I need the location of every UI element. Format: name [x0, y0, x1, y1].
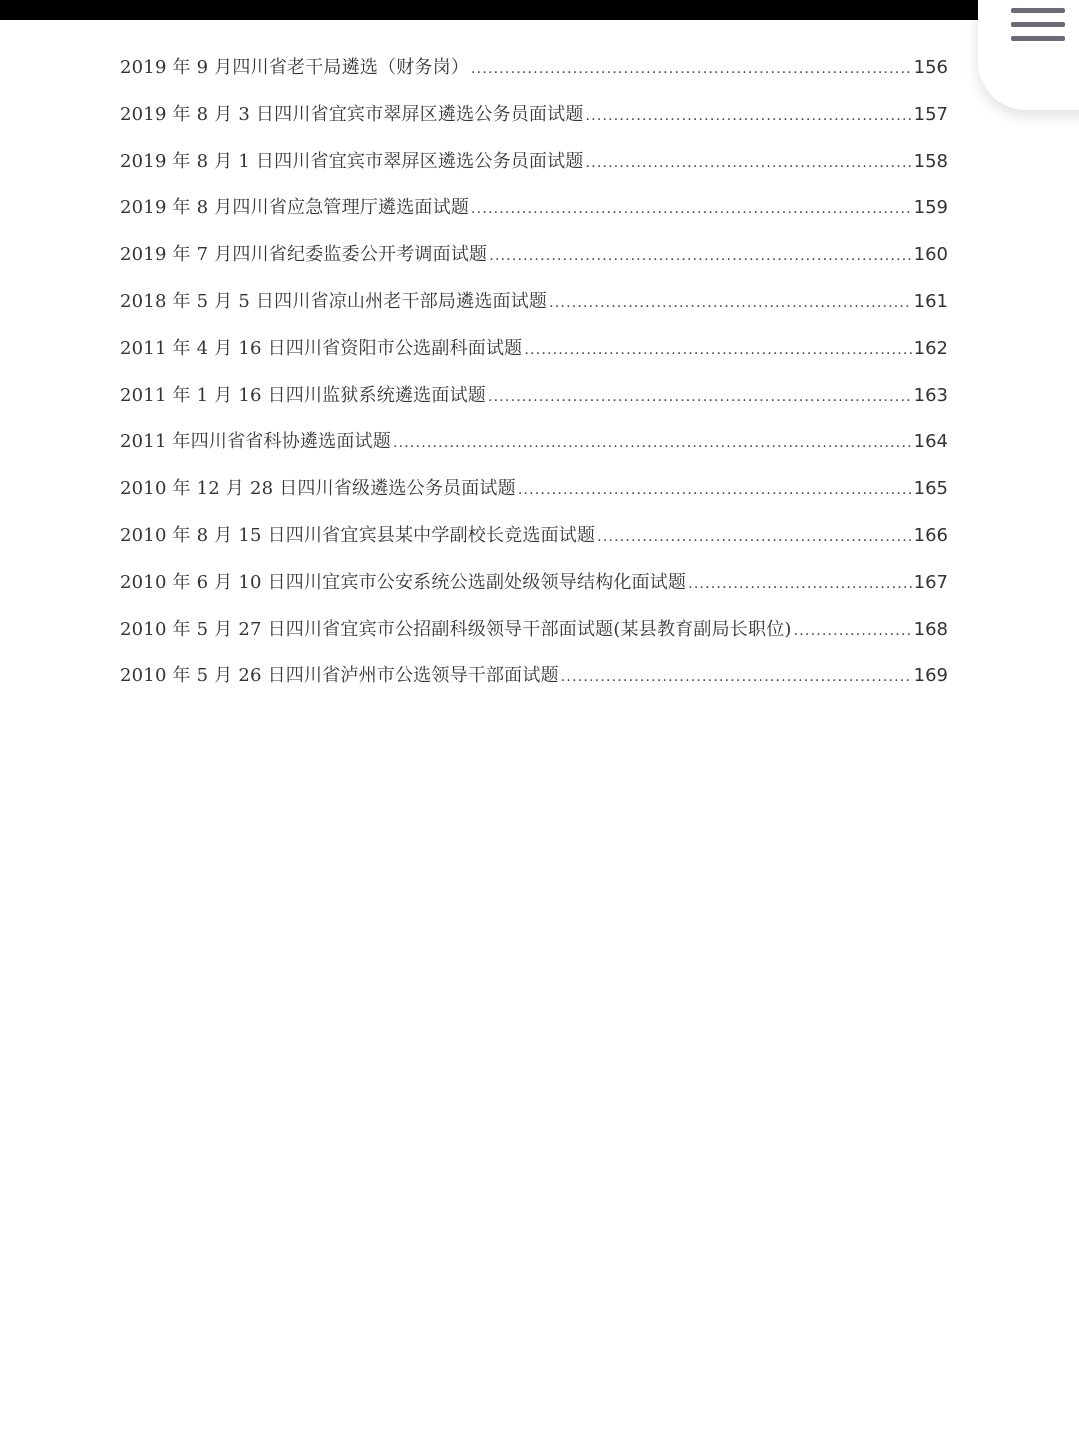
toc-leader-dots	[524, 342, 911, 358]
toc-entry[interactable]	[120, 147, 948, 194]
toc-leader-dots	[489, 248, 911, 264]
toc-entry-title: 2011 年 1 月 16 日四川监狱系统遴选面试题	[120, 384, 486, 406]
toc-leader-dots	[561, 669, 912, 685]
toc-leader-dots	[488, 389, 912, 405]
toc-leader-dots	[794, 623, 912, 639]
menu-button[interactable]	[978, 0, 1079, 110]
toc-entry[interactable]	[120, 615, 948, 662]
toc-entry-title: 2019 年 8 月 3 日四川省宜宾市翠屏区遴选公务员面试题	[120, 103, 584, 125]
top-status-bar	[0, 0, 1079, 20]
toc-entry-title: 2010 年 8 月 15 日四川省宜宾县某中学副校长竞选面试题	[120, 524, 596, 546]
toc-entry-page: 156	[913, 57, 948, 78]
toc-entry-title: 2011 年四川省省科协遴选面试题	[120, 431, 391, 453]
toc-entry-page: 169	[913, 665, 948, 687]
toc-entry[interactable]	[120, 334, 948, 381]
toc-entry[interactable]	[120, 521, 948, 568]
table-of-contents	[120, 53, 948, 708]
toc-entry-title: 2019 年 9 月四川省老干局遴选（财务岗）	[120, 57, 470, 78]
toc-entry[interactable]	[120, 193, 948, 240]
toc-entry-title: 2010 年 5 月 26 日四川省泸州市公选领导干部面试题	[120, 665, 559, 687]
toc-entry[interactable]	[120, 427, 948, 474]
menu-icon-bar	[1011, 36, 1065, 41]
toc-entry-title: 2019 年 7 月四川省纪委监委公开考调面试题	[120, 244, 488, 266]
toc-leader-dots	[586, 155, 912, 171]
document-page	[0, 20, 1079, 1442]
toc-entry[interactable]	[120, 53, 948, 100]
toc-entry-title: 2010 年 12 月 28 日四川省级遴选公务员面试题	[120, 478, 516, 500]
toc-entry-page: 163	[913, 384, 948, 406]
toc-entry-page: 160	[913, 244, 948, 266]
toc-entry-page: 162	[913, 337, 948, 359]
toc-entry-title: 2010 年 6 月 10 日四川宜宾市公安系统公选副处级领导结构化面试题	[120, 571, 687, 593]
hamburger-menu-icon[interactable]	[1011, 8, 1065, 48]
toc-entry[interactable]	[120, 240, 948, 287]
toc-entry-page: 161	[913, 290, 948, 312]
toc-entry[interactable]	[120, 474, 948, 521]
toc-entry-title: 2010 年 5 月 27 日四川省宜宾市公招副科级领导干部面试题(某县教育副局长职位)	[120, 618, 792, 640]
toc-entry-page: 166	[913, 524, 948, 546]
toc-entry[interactable]	[120, 381, 948, 428]
toc-entry-page: 158	[913, 150, 948, 172]
toc-entry[interactable]	[120, 100, 948, 147]
toc-entry[interactable]	[120, 568, 948, 615]
toc-leader-dots	[586, 108, 912, 124]
toc-entry-page: 159	[913, 197, 948, 219]
menu-icon-bar	[1011, 8, 1065, 13]
toc-entry[interactable]	[120, 661, 948, 708]
toc-entry-page: 157	[913, 103, 948, 125]
toc-leader-dots	[688, 576, 911, 592]
toc-entry-title: 2011 年 4 月 16 日四川省资阳市公选副科面试题	[120, 337, 523, 359]
toc-leader-dots	[393, 435, 912, 451]
toc-leader-dots	[471, 61, 912, 77]
toc-entry-page: 168	[913, 618, 948, 640]
toc-leader-dots	[597, 529, 911, 545]
toc-entry-page: 164	[913, 431, 948, 453]
toc-entry-title: 2019 年 8 月 1 日四川省宜宾市翠屏区遴选公务员面试题	[120, 150, 584, 172]
toc-entry-page: 165	[913, 478, 948, 500]
toc-entry-page: 167	[913, 571, 948, 593]
toc-entry-title: 2019 年 8 月四川省应急管理厅遴选面试题	[120, 197, 470, 219]
toc-entry-title: 2018 年 5 月 5 日四川省凉山州老干部局遴选面试题	[120, 290, 548, 312]
menu-icon-bar	[1011, 22, 1065, 27]
toc-entry[interactable]	[120, 287, 948, 334]
toc-leader-dots	[471, 201, 912, 217]
toc-leader-dots	[518, 482, 912, 498]
toc-leader-dots	[549, 295, 912, 311]
